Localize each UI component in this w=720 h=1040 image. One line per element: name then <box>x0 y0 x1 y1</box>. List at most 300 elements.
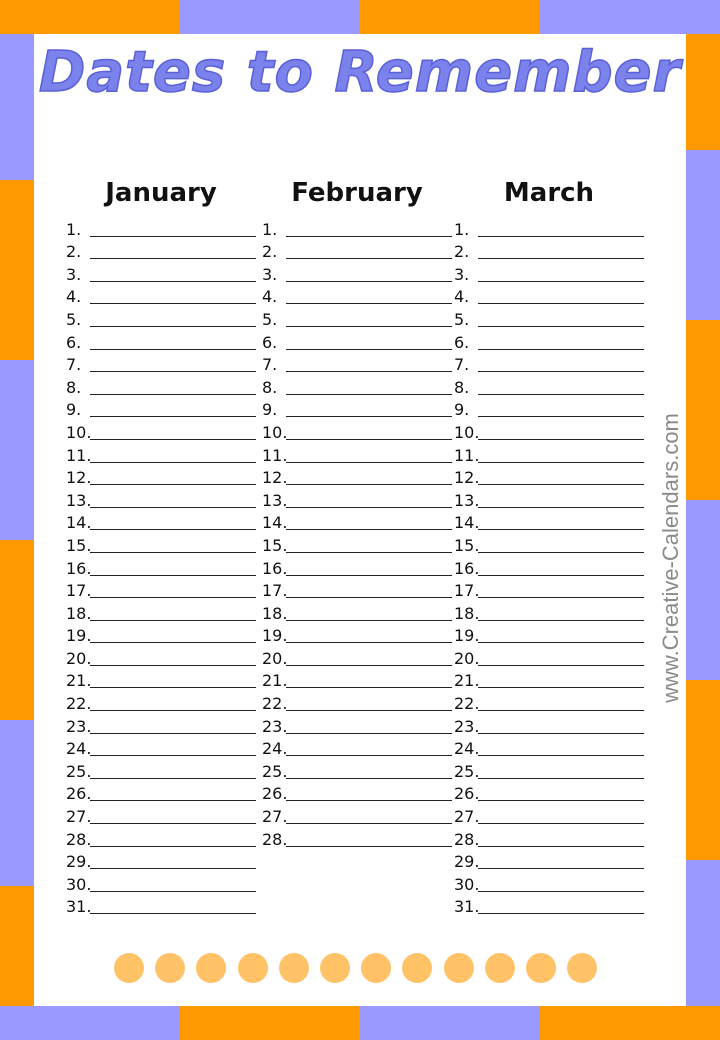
write-in-line[interactable] <box>286 665 452 666</box>
date-entry-row <box>454 442 644 465</box>
day-number: 1. <box>66 219 82 239</box>
write-in-line[interactable] <box>478 687 644 688</box>
write-in-line[interactable] <box>90 575 256 576</box>
write-in-line[interactable] <box>90 913 256 914</box>
write-in-line[interactable] <box>286 710 452 711</box>
day-number: 14. <box>454 513 480 533</box>
date-entry-row <box>454 261 644 284</box>
date-entry-row <box>262 487 452 510</box>
border-segment <box>360 0 540 34</box>
day-number: 6. <box>262 332 278 352</box>
date-entry-row <box>66 849 256 872</box>
date-entry-row <box>66 668 256 691</box>
write-in-line[interactable] <box>478 349 644 350</box>
write-in-line[interactable] <box>90 439 256 440</box>
date-entry-row <box>262 555 452 578</box>
date-entry-row <box>262 623 452 646</box>
write-in-line[interactable] <box>478 778 644 779</box>
date-entry-row <box>454 216 644 239</box>
date-entry-row <box>262 803 452 826</box>
write-in-line[interactable] <box>478 823 644 824</box>
date-entry-row <box>454 397 644 420</box>
write-in-line[interactable] <box>90 733 256 734</box>
date-entry-row <box>262 713 452 736</box>
write-in-line[interactable] <box>286 778 452 779</box>
border-segment <box>180 1006 360 1040</box>
date-entry-row <box>262 510 452 533</box>
date-entry-row <box>66 216 256 239</box>
date-entry-row <box>454 487 644 510</box>
day-number: 4. <box>454 287 470 307</box>
date-entry-row <box>454 352 644 375</box>
day-number: 15. <box>454 535 480 555</box>
day-number: 28. <box>262 829 288 849</box>
border-segment <box>686 150 720 320</box>
border-segment <box>686 320 720 500</box>
day-number: 10. <box>262 422 288 442</box>
day-number: 24. <box>262 739 288 759</box>
date-entry-row <box>262 668 452 691</box>
date-entry-row <box>454 803 644 826</box>
decorative-dot <box>196 953 226 983</box>
write-in-line[interactable] <box>478 755 644 756</box>
decorative-dot <box>155 953 185 983</box>
date-entry-row <box>262 645 452 668</box>
write-in-line[interactable] <box>90 484 256 485</box>
date-entry-row <box>262 419 452 442</box>
write-in-line[interactable] <box>478 484 644 485</box>
date-entry-row <box>454 284 644 307</box>
date-entry-row <box>66 374 256 397</box>
day-number: 6. <box>66 332 82 352</box>
date-entry-row <box>454 668 644 691</box>
date-entry-row <box>66 352 256 375</box>
date-entry-row <box>454 419 644 442</box>
decorative-dot <box>526 953 556 983</box>
day-number: 7. <box>262 355 278 375</box>
write-in-line[interactable] <box>478 846 644 847</box>
date-entry-row <box>454 871 644 894</box>
date-entry-row <box>262 261 452 284</box>
write-in-line[interactable] <box>478 326 644 327</box>
write-in-line[interactable] <box>286 462 452 463</box>
write-in-line[interactable] <box>286 642 452 643</box>
write-in-line[interactable] <box>286 552 452 553</box>
day-number: 13. <box>262 490 288 510</box>
decorative-dot <box>114 953 144 983</box>
date-entry-row <box>66 465 256 488</box>
day-number: 30. <box>66 874 92 894</box>
day-number: 8. <box>262 377 278 397</box>
day-number: 10. <box>454 422 480 442</box>
month-column-february <box>262 170 452 849</box>
write-in-line[interactable] <box>478 665 644 666</box>
write-in-line[interactable] <box>286 326 452 327</box>
write-in-line[interactable] <box>478 733 644 734</box>
date-entry-row <box>66 261 256 284</box>
date-entry-row <box>262 690 452 713</box>
month-heading: March <box>503 178 595 208</box>
day-number: 31. <box>454 897 480 917</box>
day-number: 8. <box>66 377 82 397</box>
write-in-line[interactable] <box>478 575 644 576</box>
day-number: 19. <box>454 626 480 646</box>
day-number: 21. <box>454 671 480 691</box>
write-in-line[interactable] <box>90 642 256 643</box>
day-number: 20. <box>454 648 480 668</box>
write-in-line[interactable] <box>478 620 644 621</box>
day-number: 5. <box>262 309 278 329</box>
day-number: 14. <box>262 513 288 533</box>
day-number: 25. <box>66 761 92 781</box>
day-number: 1. <box>262 219 278 239</box>
write-in-line[interactable] <box>286 349 452 350</box>
decorative-dot <box>402 953 432 983</box>
date-entry-row <box>66 623 256 646</box>
write-in-line[interactable] <box>90 778 256 779</box>
write-in-line[interactable] <box>90 529 256 530</box>
write-in-line[interactable] <box>478 281 644 282</box>
write-in-line[interactable] <box>90 597 256 598</box>
write-in-line[interactable] <box>90 755 256 756</box>
write-in-line[interactable] <box>478 891 644 892</box>
day-number: 11. <box>262 445 288 465</box>
border-segment <box>0 180 34 360</box>
date-entry-row <box>262 306 452 329</box>
date-entry-row <box>66 442 256 465</box>
day-number: 25. <box>262 761 288 781</box>
day-number: 2. <box>454 242 470 262</box>
day-number: 27. <box>262 807 288 827</box>
date-entry-row <box>454 758 644 781</box>
date-entry-row <box>262 465 452 488</box>
decorative-dot <box>567 953 597 983</box>
date-entry-row <box>262 352 452 375</box>
date-entry-row <box>66 487 256 510</box>
date-entry-row <box>262 826 452 849</box>
write-in-line[interactable] <box>90 303 256 304</box>
write-in-line[interactable] <box>90 891 256 892</box>
day-number: 28. <box>66 829 92 849</box>
date-entry-row <box>454 645 644 668</box>
day-number: 20. <box>262 648 288 668</box>
border-segment <box>360 1006 540 1040</box>
border-segment <box>686 500 720 680</box>
date-entry-row <box>66 781 256 804</box>
day-number: 3. <box>454 264 470 284</box>
day-number: 14. <box>66 513 92 533</box>
day-number: 31. <box>66 897 92 917</box>
day-number: 2. <box>66 242 82 262</box>
write-in-line[interactable] <box>286 416 452 417</box>
write-in-line[interactable] <box>478 642 644 643</box>
day-number: 11. <box>66 445 92 465</box>
day-number: 7. <box>66 355 82 375</box>
day-number: 4. <box>262 287 278 307</box>
date-entry-row <box>454 894 644 917</box>
date-entry-row <box>66 555 256 578</box>
date-entry-row <box>66 600 256 623</box>
day-number: 15. <box>66 535 92 555</box>
write-in-line[interactable] <box>286 371 452 372</box>
write-in-line[interactable] <box>286 597 452 598</box>
day-number: 13. <box>454 490 480 510</box>
date-entry-row <box>262 532 452 555</box>
write-in-line[interactable] <box>286 755 452 756</box>
date-entry-row <box>66 306 256 329</box>
border-segment <box>540 1006 720 1040</box>
page-title: Dates to Remember <box>38 40 682 105</box>
day-number: 26. <box>262 784 288 804</box>
border-segment <box>0 720 34 886</box>
decorative-dot <box>444 953 474 983</box>
date-entry-row <box>454 329 644 352</box>
write-in-line[interactable] <box>90 416 256 417</box>
date-entry-row <box>66 239 256 262</box>
border-segment <box>0 0 180 34</box>
write-in-line[interactable] <box>90 507 256 508</box>
write-in-line[interactable] <box>286 281 452 282</box>
write-in-line[interactable] <box>478 710 644 711</box>
date-entry-row <box>66 419 256 442</box>
date-list <box>66 216 256 916</box>
day-number: 16. <box>66 558 92 578</box>
day-number: 5. <box>454 309 470 329</box>
write-in-line[interactable] <box>90 236 256 237</box>
date-list <box>454 216 644 916</box>
day-number: 2. <box>262 242 278 262</box>
day-number: 21. <box>262 671 288 691</box>
decorative-dot <box>485 953 515 983</box>
write-in-line[interactable] <box>286 303 452 304</box>
date-entry-row <box>262 329 452 352</box>
day-number: 3. <box>66 264 82 284</box>
date-entry-row <box>66 329 256 352</box>
day-number: 19. <box>262 626 288 646</box>
month-heading: January <box>105 178 217 208</box>
date-entry-row <box>66 532 256 555</box>
write-in-line[interactable] <box>478 800 644 801</box>
day-number: 22. <box>262 694 288 714</box>
date-entry-row <box>262 781 452 804</box>
date-entry-row <box>454 781 644 804</box>
day-number: 24. <box>66 739 92 759</box>
date-entry-row <box>454 690 644 713</box>
date-entry-row <box>454 578 644 601</box>
write-in-line[interactable] <box>90 462 256 463</box>
day-number: 3. <box>262 264 278 284</box>
date-entry-row <box>454 510 644 533</box>
day-number: 17. <box>66 581 92 601</box>
date-list <box>262 216 452 849</box>
write-in-line[interactable] <box>90 846 256 847</box>
write-in-line[interactable] <box>286 394 452 395</box>
day-number: 23. <box>454 716 480 736</box>
day-number: 26. <box>454 784 480 804</box>
write-in-line[interactable] <box>90 371 256 372</box>
write-in-line[interactable] <box>286 846 452 847</box>
write-in-line[interactable] <box>478 416 644 417</box>
date-entry-row <box>454 306 644 329</box>
date-entry-row <box>262 758 452 781</box>
day-number: 29. <box>454 852 480 872</box>
border-segment <box>686 680 720 860</box>
day-number: 12. <box>454 468 480 488</box>
write-in-line[interactable] <box>286 620 452 621</box>
write-in-line[interactable] <box>90 823 256 824</box>
day-number: 7. <box>454 355 470 375</box>
day-number: 9. <box>262 400 278 420</box>
write-in-line[interactable] <box>478 439 644 440</box>
day-number: 11. <box>454 445 480 465</box>
border-segment <box>180 0 360 34</box>
write-in-line[interactable] <box>478 371 644 372</box>
border-segment <box>0 360 34 540</box>
day-number: 5. <box>66 309 82 329</box>
write-in-line[interactable] <box>286 687 452 688</box>
website-watermark: www.Creative-Calendars.com <box>658 413 683 703</box>
month-column-january <box>66 170 256 916</box>
date-entry-row <box>262 442 452 465</box>
write-in-line[interactable] <box>478 913 644 914</box>
write-in-line[interactable] <box>286 733 452 734</box>
day-number: 18. <box>262 603 288 623</box>
write-in-line[interactable] <box>286 823 452 824</box>
write-in-line[interactable] <box>286 507 452 508</box>
day-number: 20. <box>66 648 92 668</box>
write-in-line[interactable] <box>478 462 644 463</box>
day-number: 16. <box>262 558 288 578</box>
date-entry-row <box>262 600 452 623</box>
write-in-line[interactable] <box>90 326 256 327</box>
write-in-line[interactable] <box>90 281 256 282</box>
day-number: 10. <box>66 422 92 442</box>
day-number: 27. <box>66 807 92 827</box>
date-entry-row <box>66 397 256 420</box>
decorative-dot <box>361 953 391 983</box>
day-number: 19. <box>66 626 92 646</box>
date-entry-row <box>262 397 452 420</box>
day-number: 24. <box>454 739 480 759</box>
date-entry-row <box>454 736 644 759</box>
border-segment <box>540 0 720 34</box>
date-entry-row <box>262 374 452 397</box>
day-number: 6. <box>454 332 470 352</box>
border-segment <box>0 1006 180 1040</box>
write-in-line[interactable] <box>90 620 256 621</box>
day-number: 12. <box>66 468 92 488</box>
write-in-line[interactable] <box>286 575 452 576</box>
write-in-line[interactable] <box>90 687 256 688</box>
date-entry-row <box>454 623 644 646</box>
write-in-line[interactable] <box>478 868 644 869</box>
write-in-line[interactable] <box>286 439 452 440</box>
date-entry-row <box>454 239 644 262</box>
date-entry-row <box>262 216 452 239</box>
day-number: 28. <box>454 829 480 849</box>
date-entry-row <box>66 736 256 759</box>
day-number: 30. <box>454 874 480 894</box>
date-entry-row <box>454 826 644 849</box>
date-entry-row <box>66 284 256 307</box>
month-heading: February <box>291 178 423 208</box>
write-in-line[interactable] <box>90 394 256 395</box>
day-number: 12. <box>262 468 288 488</box>
date-entry-row <box>262 736 452 759</box>
write-in-line[interactable] <box>478 597 644 598</box>
decorative-dot <box>238 953 268 983</box>
write-in-line[interactable] <box>90 665 256 666</box>
date-entry-row <box>66 894 256 917</box>
write-in-line[interactable] <box>90 349 256 350</box>
write-in-line[interactable] <box>90 800 256 801</box>
write-in-line[interactable] <box>286 529 452 530</box>
date-entry-row <box>66 713 256 736</box>
write-in-line[interactable] <box>90 258 256 259</box>
day-number: 13. <box>66 490 92 510</box>
decorative-dot <box>320 953 350 983</box>
date-entry-row <box>66 826 256 849</box>
border-segment <box>0 886 34 1006</box>
write-in-line[interactable] <box>90 552 256 553</box>
write-in-line[interactable] <box>478 507 644 508</box>
day-number: 25. <box>454 761 480 781</box>
write-in-line[interactable] <box>478 236 644 237</box>
date-entry-row <box>262 284 452 307</box>
date-entry-row <box>454 465 644 488</box>
day-number: 17. <box>454 581 480 601</box>
day-number: 18. <box>454 603 480 623</box>
date-entry-row <box>66 578 256 601</box>
date-entry-row <box>454 713 644 736</box>
day-number: 21. <box>66 671 92 691</box>
date-entry-row <box>66 645 256 668</box>
month-column-march <box>454 170 644 916</box>
write-in-line[interactable] <box>478 529 644 530</box>
day-number: 26. <box>66 784 92 804</box>
date-entry-row <box>66 510 256 533</box>
day-number: 22. <box>66 694 92 714</box>
write-in-line[interactable] <box>478 258 644 259</box>
write-in-line[interactable] <box>478 552 644 553</box>
day-number: 23. <box>262 716 288 736</box>
write-in-line[interactable] <box>90 710 256 711</box>
date-entry-row <box>454 532 644 555</box>
day-number: 22. <box>454 694 480 714</box>
day-number: 17. <box>262 581 288 601</box>
date-entry-row <box>66 690 256 713</box>
decorative-dots <box>114 953 614 983</box>
date-entry-row <box>66 871 256 894</box>
day-number: 18. <box>66 603 92 623</box>
date-entry-row <box>66 803 256 826</box>
write-in-line[interactable] <box>286 258 452 259</box>
write-in-line[interactable] <box>286 236 452 237</box>
day-number: 9. <box>454 400 470 420</box>
write-in-line[interactable] <box>478 303 644 304</box>
date-entry-row <box>262 578 452 601</box>
date-entry-row <box>454 600 644 623</box>
day-number: 8. <box>454 377 470 397</box>
day-number: 4. <box>66 287 82 307</box>
day-number: 23. <box>66 716 92 736</box>
write-in-line[interactable] <box>90 868 256 869</box>
write-in-line[interactable] <box>478 394 644 395</box>
write-in-line[interactable] <box>286 800 452 801</box>
border-segment <box>686 860 720 1006</box>
write-in-line[interactable] <box>286 484 452 485</box>
border-segment <box>0 540 34 720</box>
